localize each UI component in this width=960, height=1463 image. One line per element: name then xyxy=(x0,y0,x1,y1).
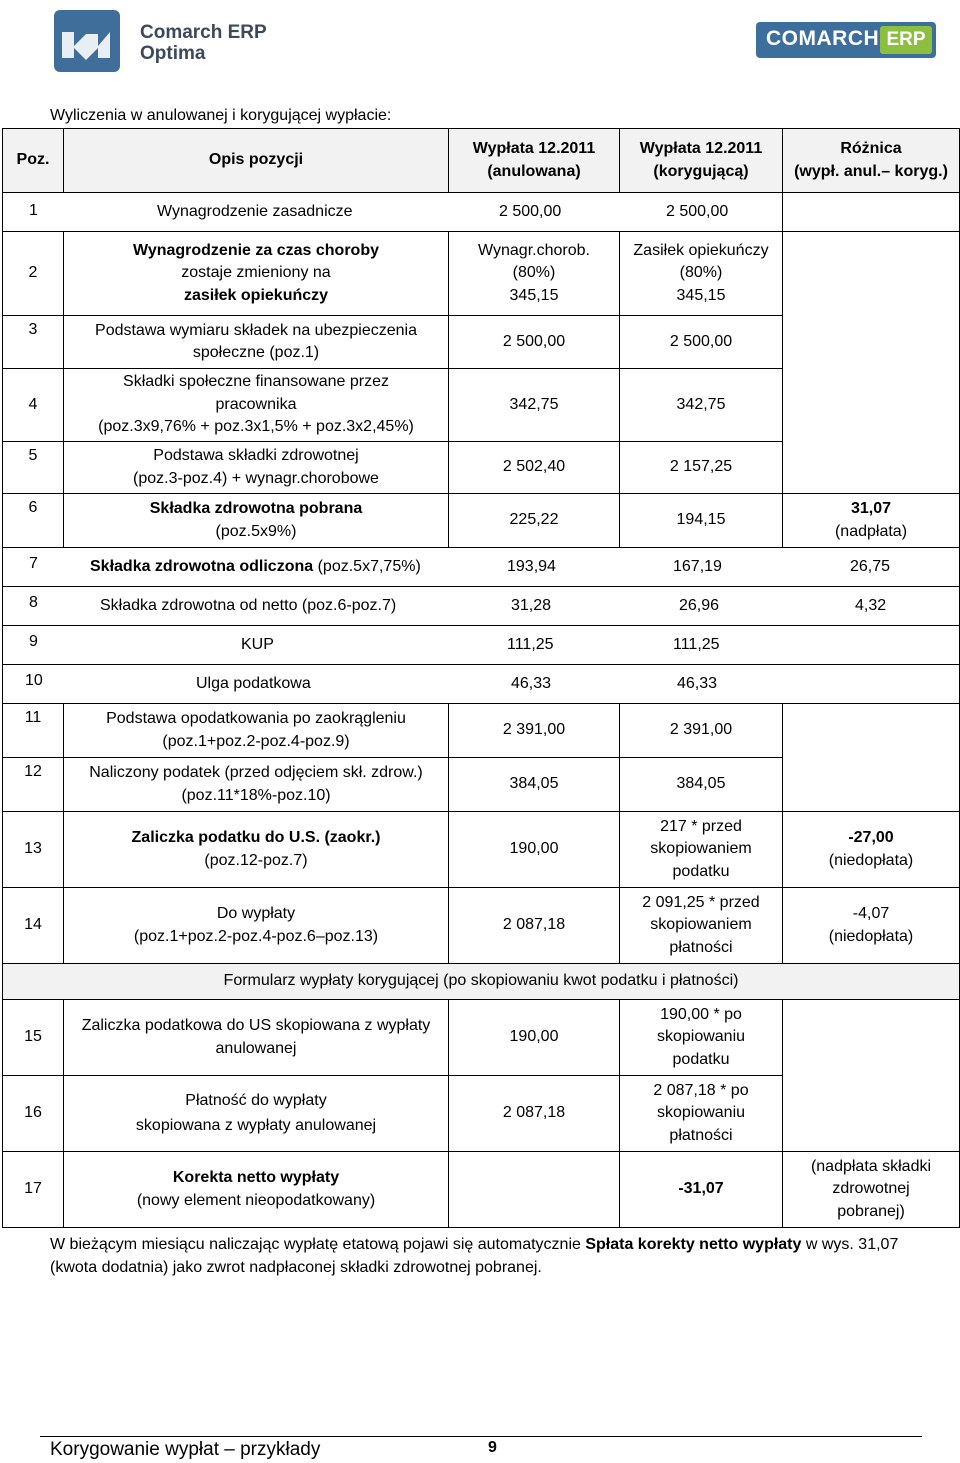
section-row xyxy=(3,964,960,1000)
value-korygujaca: 26,96 xyxy=(679,597,720,614)
value-korygujaca: 167,19 xyxy=(673,558,722,575)
value-anulowana: 2 502,40 xyxy=(449,442,620,494)
value-anulowana: 31,28 xyxy=(511,597,552,614)
value-roznica: (nadpłata składki zdrowotnej pobranej) xyxy=(783,1152,960,1228)
row-number: 17 xyxy=(3,1152,64,1228)
table-row xyxy=(3,812,960,888)
header-korygujaca: Wypłata 12.2011 (korygującą) xyxy=(620,129,783,193)
header-opis: Opis pozycji xyxy=(64,129,449,193)
row-number: 16 xyxy=(3,1076,64,1152)
page-number: 9 xyxy=(488,1439,497,1456)
table-row xyxy=(3,548,960,587)
value-anulowana: 2 500,00 xyxy=(499,203,562,220)
footer-divider xyxy=(40,1436,922,1437)
comarch-erp-logo xyxy=(756,22,936,58)
value-roznica xyxy=(783,232,960,494)
header-poz: Poz. xyxy=(3,129,64,193)
row-description: Zaliczka podatkowa do US skopiowana z wypłaty anulowanej xyxy=(64,1000,449,1076)
logo-line-2: Optima xyxy=(140,43,206,64)
value-korygujaca: 111,25 xyxy=(673,636,720,653)
row-description: Podstawa składki zdrowotnej (poz.3-poz.4) + wynagr.chorobowe xyxy=(64,442,449,494)
row-number: 10 xyxy=(25,672,43,689)
value-roznica: -27,00 (niedopłata) xyxy=(783,812,960,888)
value-korygujaca: 194,15 xyxy=(620,494,783,548)
payroll-comparison-table xyxy=(2,128,960,1228)
value-korygujaca: 46,33 xyxy=(677,675,718,692)
table-row xyxy=(3,704,960,758)
value-korygujaca: 384,05 xyxy=(620,758,783,812)
row-description: Naliczony podatek (przed odjęciem skł. zdrow.) (poz.11*18%-poz.10) xyxy=(64,758,449,812)
header-roznica: Różnica (wypł. anul.– koryg.) xyxy=(783,129,960,193)
value-korygujaca: 2 091,25 * przed skopiowaniem płatności xyxy=(620,888,783,964)
header-row xyxy=(3,129,960,193)
value-anulowana: Wynagr.chorob. (80%) 345,15 xyxy=(449,232,620,316)
row-number: 5 xyxy=(3,442,64,494)
row-number: 8 xyxy=(29,594,38,611)
row-description: KUP xyxy=(241,636,274,653)
row-description: Wynagrodzenie za czas choroby zostaje zmieniony na zasiłek opiekuńczy xyxy=(64,232,449,316)
row-number: 15 xyxy=(3,1000,64,1076)
row-number: 12 xyxy=(3,758,64,812)
comarch-logo-icon xyxy=(52,6,122,76)
explanatory-note: W bieżącym miesiącu naliczając wypłatę etatową pojawi się automatycznie Spłata korekty netto wypłaty w wys. 31,07 (kwota dodatnia) jako zwrot nadpłaconej składki zdrowotnej pobranej. xyxy=(50,1236,899,1276)
footer-title: Korygowanie wypłat – przykłady xyxy=(50,1439,321,1460)
row-number: 13 xyxy=(3,812,64,888)
row-description: Płatność do wypłaty skopiowana z wypłaty anulowanej xyxy=(64,1076,449,1152)
value-korygujaca: 2 087,18 * po skopiowaniu płatności xyxy=(620,1076,783,1152)
table-row xyxy=(3,665,960,704)
value-korygujaca: 342,75 xyxy=(620,369,783,442)
value-anulowana: 2 500,00 xyxy=(449,316,620,369)
table-row xyxy=(3,232,960,316)
row-description: Składka zdrowotna odliczona (poz.5x7,75%) xyxy=(90,558,421,575)
section-label: Formularz wypłaty korygującej (po skopiowaniu kwot podatku i płatności) xyxy=(3,964,960,1000)
table-row xyxy=(3,1152,960,1228)
value-korygujaca: 217 * przed skopiowaniem podatku xyxy=(620,812,783,888)
row-description: Wynagrodzenie zasadnicze xyxy=(157,203,353,220)
value-anulowana: 2 087,18 xyxy=(449,1076,620,1152)
value-korygujaca: Zasiłek opiekuńczy (80%) 345,15 xyxy=(620,232,783,316)
row-number: 3 xyxy=(3,316,64,369)
value-roznica: 26,75 xyxy=(850,558,891,575)
value-anulowana: 225,22 xyxy=(449,494,620,548)
row-description: Ulga podatkowa xyxy=(196,675,311,692)
value-roznica: -4,07 (niedopłata) xyxy=(783,888,960,964)
row-number: 9 xyxy=(29,633,38,650)
row-number: 1 xyxy=(29,202,38,219)
value-anulowana: 2 391,00 xyxy=(449,704,620,758)
value-korygujaca: 2 500,00 xyxy=(620,316,783,369)
row-number: 14 xyxy=(3,888,64,964)
value-korygujaca: 190,00 * po skopiowaniu podatku xyxy=(620,1000,783,1076)
row-description: Składka zdrowotna od netto (poz.6-poz.7) xyxy=(100,597,397,614)
comarch-erp-optima-logo xyxy=(52,6,282,76)
value-anulowana: 342,75 xyxy=(449,369,620,442)
value-korygujaca: 2 500,00 xyxy=(666,203,729,220)
row-description: Składka zdrowotna pobrana (poz.5x9%) xyxy=(64,494,449,548)
value-korygujaca: 2 157,25 xyxy=(620,442,783,494)
table-row xyxy=(3,888,960,964)
value-roznica xyxy=(783,1000,960,1152)
row-number: 6 xyxy=(3,494,64,548)
row-description: Zaliczka podatku do U.S. (zaokr.) (poz.12-poz.7) xyxy=(64,812,449,888)
row-number: 7 xyxy=(29,555,38,572)
value-roznica xyxy=(783,193,960,232)
table-row xyxy=(3,494,960,548)
value-anulowana: 384,05 xyxy=(449,758,620,812)
row-description: Korekta netto wypłaty (nowy element nieopodatkowany) xyxy=(64,1152,449,1228)
header-anulowana: Wypłata 12.2011 (anulowana) xyxy=(449,129,620,193)
value-anulowana: 111,25 xyxy=(507,636,554,653)
row-number: 4 xyxy=(3,369,64,442)
value-roznica: 31,07 (nadpłata) xyxy=(783,494,960,548)
value-anulowana: 2 087,18 xyxy=(449,888,620,964)
value-korygujaca: -31,07 xyxy=(620,1152,783,1228)
value-anulowana: 190,00 xyxy=(449,812,620,888)
value-anulowana xyxy=(449,1152,620,1228)
row-description: Składki społeczne finansowane przez pracownika (poz.3x9,76% + poz.3x1,5% + poz.3x2,45%) xyxy=(64,369,449,442)
logo-line-1: Comarch ERP xyxy=(140,22,267,43)
table-row xyxy=(3,626,960,665)
section-heading: Wyliczenia w anulowanej i korygującej wypłacie: xyxy=(50,107,392,124)
value-anulowana: 46,33 xyxy=(511,675,552,692)
value-korygujaca: 2 391,00 xyxy=(620,704,783,758)
value-roznica: 4,32 xyxy=(855,597,887,614)
row-number: 2 xyxy=(3,232,64,316)
value-anulowana: 193,94 xyxy=(507,558,556,575)
note-highlight: Spłata korekty netto wypłaty xyxy=(585,1236,802,1253)
value-anulowana: 190,00 xyxy=(449,1000,620,1076)
logo-erp-badge: ERP xyxy=(880,26,932,54)
table-row xyxy=(3,587,960,626)
value-roznica xyxy=(783,704,960,812)
table-row xyxy=(3,193,960,232)
row-number: 11 xyxy=(3,704,64,758)
logo-comarch-text: COMARCH xyxy=(766,27,880,50)
row-description: Podstawa wymiaru składek na ubezpieczenia społeczne (poz.1) xyxy=(64,316,449,369)
table-row xyxy=(3,1000,960,1076)
row-description: Do wypłaty (poz.1+poz.2-poz.4-poz.6–poz.13) xyxy=(64,888,449,964)
row-description: Podstawa opodatkowania po zaokrągleniu (poz.1+poz.2-poz.4-poz.9) xyxy=(64,704,449,758)
